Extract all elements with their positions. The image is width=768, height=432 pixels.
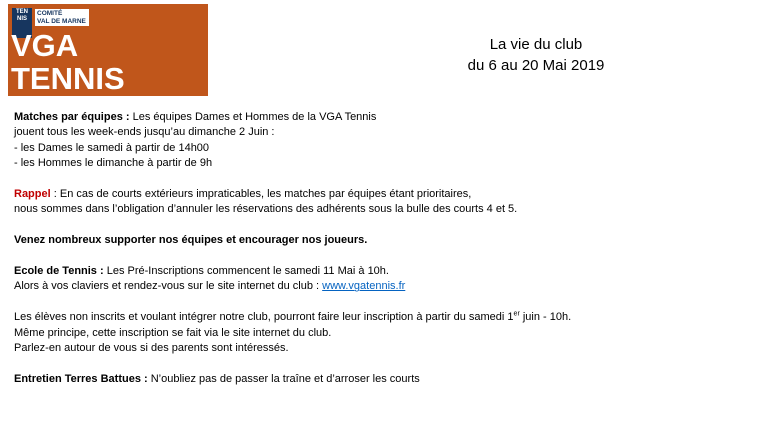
- ecole-line2: [14, 279, 754, 294]
- rappel-line2: nous sommes dans l’obligation d’annuler les réservations des adhérents sous la bulle des courts 4 et 5.: [14, 203, 518, 216]
- matches-label: Matches par équipes :: [14, 111, 130, 123]
- eleves-text1b: juin - 10h.: [519, 311, 572, 324]
- ecole-line1: [14, 264, 754, 279]
- eleves-line3: Parlez-en autour de vous si des parents sont intéressés.: [14, 342, 289, 355]
- venez-line: Venez nombreux supporter nos équipes et encourager nos joueurs.: [14, 234, 368, 247]
- header-block: [436, 34, 636, 76]
- badge-line2: NIS: [16, 16, 27, 22]
- header-title: La vie du club: [489, 36, 583, 53]
- entretien-text: N’oubliez pas de passer la traîne et d’arroser les courts: [147, 372, 420, 385]
- rappel-line1: [14, 187, 754, 202]
- rappel-label: Rappel: [14, 188, 51, 201]
- rappel-text1: : En cas de courts extérieurs impraticables, les matches par équipes étant prioritaires,: [50, 188, 472, 201]
- badge-line1: TEN: [16, 9, 28, 15]
- matches-line1: [14, 110, 754, 125]
- logo-text-tennis: TENNIS: [11, 61, 125, 96]
- matches-line2: jouent tous les week-ends jusqu’au dimanche 2 Juin :: [14, 126, 275, 139]
- comite-label: [35, 9, 89, 26]
- eleves-text1a: Les élèves non inscrits et voulant intégrer notre club, pourront faire leur inscription à partir du samedi 1: [14, 311, 514, 324]
- matches-text1: Les équipes Dames et Hommes de la VGA Tennis: [129, 111, 377, 123]
- eleves-sup: er: [513, 310, 520, 318]
- club-website-link[interactable]: www.vgatennis.fr: [322, 280, 406, 293]
- comite-line1: COMITÉ: [37, 10, 63, 17]
- matches-line3: - les Dames le samedi à partir de 14h00: [14, 141, 210, 154]
- ecole-text1: Les Pré-Inscriptions commencent le samedi 11 Mai à 10h.: [103, 265, 389, 278]
- comite-line2: VAL DE MARNE: [37, 17, 86, 25]
- header-dates: du 6 au 20 Mai 2019: [467, 57, 605, 74]
- eleves-line1: [14, 310, 754, 325]
- logo-text-vga: VGA: [11, 28, 79, 63]
- ecole-text2: Alors à vos claviers et rendez-vous sur le site internet du club :: [14, 280, 323, 293]
- entretien-line: [14, 372, 754, 387]
- newsletter-body: [14, 110, 754, 387]
- vga-tennis-logo: [8, 4, 208, 96]
- matches-line4: - les Hommes le dimanche à partir de 9h: [14, 157, 213, 170]
- ecole-label: Ecole de Tennis :: [14, 265, 104, 278]
- entretien-label: Entretien Terres Battues :: [14, 372, 148, 385]
- eleves-line2: Même principe, cette inscription se fait via le site internet du club.: [14, 326, 332, 339]
